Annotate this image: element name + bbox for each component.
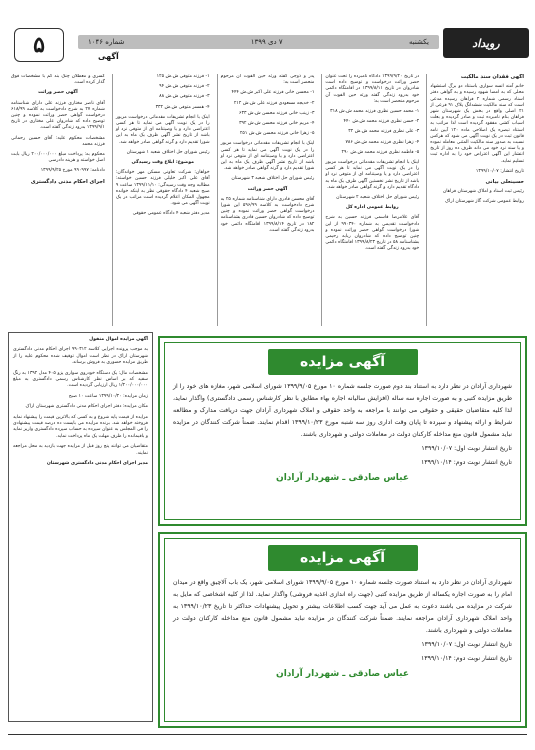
notice-paragraph: رئیس شورای حل اختلاف شعبه ۲ شهرستان	[336, 195, 420, 201]
notice-paragraph: آقای محسن قادری دارای شناسنامه شماره ۲۵ به شرح دادخواست به کلاسه ۵۹۶/۹۹ این شورا درخواست گواهی حصر وراثت نموده و چنین توضیح داده که شادروان حسین قادری بشناسنامه ۱۸۲ در تاریخ ۱۳۹۹/۸/۱۴ اقامتگاه دائمی خود بدرود زندگی گفته است.	[220, 196, 315, 233]
auction-ad-1	[158, 336, 527, 526]
notice-paragraph: روابط عمومی شرکت گاز شهرستان اراک	[445, 199, 524, 205]
notice-paragraph: خانم آمنه انسه سواری باستناد دو برگ استشهاد محلی که به امضا شهود رسیده و به گواهی دفتر اسناد رسمی شماره ۲ فراهان رسیده مدعی است که سند مالکیت ششدانگ پلاک ۹۱ فرعی از ۲۱ اصلی واقع در بخش یک شهرستان شهر فراهان بنام نامبرده ثبت و صادر گردیده و بعلت اسباب کشی مفقود گردیده است لذا مراتب به استناد تبصره یک اصلاحی ماده ۱۲۰ آیین نامه قانون ثبت در یک نوبت آگهی می شود که هرکس نسبت به صدور سند مالکیت المثنی معامله نموده و یا سند نزد خود می داند ظرف ده روز از تاریخ انتشار این آگهی اعتراض خود را به اداره ثبت تسلیم نماید.	[430, 84, 525, 164]
ad-date-second: تاریخ انتشار نوبت دوم: ۱۳۹۹/۱۰/۱۴	[420, 459, 512, 466]
notice-paragraph: اینک با انجام تشریفات مقدماتی درخواست مزبور را در یک نوبت آگهی می نماید تا هر کسی اعتراضی دارد و یا وصیتنامه ای از متوفی نزد او باشد از تاریخ نشر آگهی ظرف یک ماه به این شورا تقدیم دارد و گرنه گواهی صادر خواهد شد.	[115, 114, 210, 145]
notice-paragraph: مدیر اجرای احکام مدنی دادگستری شهرستان	[46, 461, 148, 467]
notice-column	[321, 74, 422, 326]
notice-paragraph: ۴- همسر متوفی ش.ش ۳۳۲	[155, 104, 210, 110]
notice-paragraph: ۲- حسن نظری فرزند محمد ش.ش ۴۴۰	[343, 119, 420, 125]
footer-rule	[8, 734, 527, 735]
notice-paragraph: اینک با انجام تشریفات مقدماتی درخواست مزبور را در یک نوبت آگهی می نماید تا هر کسی اعتراضی دارد و یا وصیتنامه ای از متوفی نزد او باشد از تاریخ نشر نخستین آگهی ظرف یک ماه به دادگاه تقدیم دارد و گرنه گواهی صادر خواهد شد.	[325, 160, 420, 190]
notice-paragraph: زمان مزایده: ۱۳۹۹/۱۰/۲۰ ساعت ۱۰ صبح	[68, 393, 148, 399]
page-header	[6, 28, 529, 64]
notice-paragraph: اینک با انجام تشریفات مقدماتی درخواست مزبور را در یک نوبت آگهی می نماید تا هر کسی اعتراضی دارد و یا وصیتنامه ای از متوفی نزد او باشد از تاریخ نشر آگهی ظرف یک ماه به این شورا تقدیم دارد و گرنه گواهی صادر خواهد شد.	[220, 141, 315, 172]
notice-paragraph: ۵- زهرا خانی فرزند محسن ش.ش ۲۵۱	[239, 131, 315, 137]
notice-paragraph: به موجب پرونده اجرایی کلاسه ۹۹۰۳۱۲ اجرای احکام مدنی دادگستری شهرستان اراک در نظر است اموال توقیف شده محکوم علیه را از طریق مزایده حضوری به فروش برساند.	[13, 347, 148, 366]
notice-columns	[8, 74, 527, 326]
notice-paragraph: مشخصات محکوم علیه: آقای حسین رحمانی فرزند محمد	[11, 135, 105, 147]
notice-paragraph: ۲- فرزند متوفی ش.ش ۹۴	[159, 84, 210, 90]
notice-paragraph: ۴- مریم خانی فرزند محسن ش.ش ۳۹۲	[239, 121, 315, 127]
ad-body: شهرداری آرادان در نظر دارد به استناد بند دوم صورت جلسه شماره ۱۰ مورخ ۱۳۹۹/۹/۰۵ شورای اسلامی شهر، مغازه های خود را از طریق مزایده کتبی و به صورت اجاره سه ساله (افزایش سالیانه اجاره بهاء مطابق با نظر کارشناس رسمی دادگستری) واگذار نماید، لذا کلیه متقاضیان حقیقی و حقوقی می توانند با مراجعه به واحد حقوقی و املاک شهرداری آرادان جهت دریافت مدارک و مطالعه شرایط و ارائه پیشنهاد و سپرده تا پایان وقت اداری روز سه شنبه مورخ ۱۳۹۹/۱۰/۲۳ اقدام نمایند. ضمناً شرکت کنندگان در مزایده نباید مشمول قانون منع مداخله کارکنان دولت در معاملات دولتی و شهرداری باشند.	[173, 383, 513, 438]
notice-paragraph: ۱- محسن خانی فرزند علی اکبر ش.ش ۴۴۴	[231, 90, 315, 96]
notice-paragraph: آگهی حصر وراثت	[38, 90, 78, 96]
notice-paragraph: رئیس شورای حل اختلاف شعبه ۱ شهرستان	[126, 149, 210, 155]
notice-paragraph: آقای ناصر مختاری فرزند علی دارای شناسنامه شماره ۲۷ به شرح دادخواست به کلاسه ۶۱۸/۹۹ درخواست گواهی حصر وراثت نموده و چنین توضیح داده که شادروان علی مختاری در تاریخ ۱۳۹۹/۹/۱ بدرود زندگی گفته است.	[11, 100, 105, 131]
notice-paragraph: آگهی حصر وراثت	[247, 186, 288, 192]
page-number: ۵	[14, 28, 64, 62]
notice-paragraph: مکان مزایده: دفتر اجرای احکام مدنی دادگستری شهرستان اراک	[25, 404, 148, 410]
notice-paragraph: ۱- محمد حسین نظری فرزند محمد ش.ش ۳۱۸	[330, 109, 420, 115]
issue-day: یکشنبه	[408, 38, 429, 46]
notice-paragraph: روابط عمومی اداره کل	[345, 205, 399, 211]
issue-date: ۷ دی ۱۳۹۹	[250, 38, 283, 46]
notice-paragraph: در تاریخ ۱۳۹۹/۹/۲۰ دادگاه نامبرده را تحت عنوان حصر وراثت درخواست و توضیح داده است شادروان در تاریخ ۱۳۹۹/۸/۱۱ در اقامتگاه دائمی خود بدرود زندگی گفته ورثه حین الفوت آن مرحوم منحصر است به:	[325, 74, 420, 104]
notice-paragraph: پدر و ذوجی گفته ورثه حین الفوت آن مرحوم منحصر است به:	[220, 74, 315, 86]
notice-paragraph: ۱- فرزند متوفی ش.ش ۱۲۵	[156, 74, 210, 79]
notice-paragraph: مدیر دفتر شعبه ۴ دادگاه عمومی حقوقی	[132, 211, 210, 217]
notice-paragraph: موضوع: ابلاغ وقت رسیدگی	[131, 160, 194, 166]
notice-paragraph: ۳- فرزند متوفی ش.ش ۸۸	[159, 94, 210, 100]
ad-title: آگهی مزایده	[268, 545, 418, 571]
notice-paragraph: ۴- زهرا نظری فرزند محمد ش.ش ۷۸۶	[345, 139, 420, 145]
ad-date-second: تاریخ انتشار نوبت دوم: ۱۳۹۹/۱۰/۱۴	[420, 655, 512, 662]
header-strip	[78, 35, 439, 49]
notice-column	[112, 74, 213, 326]
notice-paragraph: ۲- خدیجه مسعودی فرزند علی ش.ش ۲۱۲	[233, 100, 315, 106]
notice-paragraph: محکوم به: پرداخت مبلغ ۲۰۰/۰۰۰/۰۰۰ ریال بابت اصل خواسته و هزینه دادرسی	[11, 152, 105, 164]
notice-paragraph: کسری و معطلان چنگ بند کم با مشخصات فوق گذار کرده است.	[11, 74, 105, 86]
issue-number: شماره ۱۰۴۶	[88, 38, 125, 46]
notice-paragraph: رئیس شورای حل اختلاف شعبه ۳ شهرستان	[231, 176, 315, 182]
notice-paragraph: آگهی مزایده اموال منقول	[89, 337, 148, 342]
ad-signature: عباس صادقی ـ شهردار آرادان	[276, 669, 409, 679]
notice-paragraph: متقاضیان می توانند پنج روز قبل از مزایده جهت بازدید به محل مراجعه نمایند.	[13, 444, 148, 456]
ad-body: شهرداری آرادان در نظر دارد به استناد صورت جلسه شماره ۱۰ مورخ ۱۳۹۹/۹/۰۵ شورای اسلامی شهر، یک باب آلاچیق واقع در میدان امام را به صورت اجاره یکساله از طریق مزایده کتبی (جهت راه اندازی اغذیه فروشی) واگذار نماید. لذا از کلیه اشخاصی که مایل به شرکت در مزایده می باشند دعوت به عمل می آید جهت کسب اطلاعات بیشتر و تحویل پیشنهادات حداکثر تا تاریخ ۱۳۹۹/۱۰/۲۳ به واحد املاک شهرداری آرادان مراجعه نمایند. ضمناً شرکت کنندگان در مزایده نباید مشمول قانون منع مداخله کارکنان دولت در معاملات دولتی و شهرداری باشند.	[173, 579, 512, 634]
auction-ad-2	[158, 532, 527, 728]
notice-paragraph: دادنامه: ۹۹۰۹۹۷ مورخ ۱۳۹۹/۹/۲۵	[40, 168, 105, 174]
ad-date-first: تاریخ انتشار نوبت اول: ۱۳۹۹/۱۰/۰۷	[421, 641, 512, 648]
notice-paragraph: مزایده از قیمت پایه شروع و به کسی که بالاترین قیمت را پیشنهاد نماید فروخته خواهد شد. برنده مزایده می بایست ده درصد قیمت پیشنهادی را فی المجلس به عنوان سپرده به حساب سپرده دادگستری واریز نماید و باقیمانده را ظرف مهلت یک ماه پرداخت نماید.	[13, 414, 148, 439]
section-label: آگهی	[98, 52, 119, 61]
notice-paragraph: تاریخ انتشار: ۱۳۹۹/۱۰/۰۷	[475, 168, 524, 174]
notice-column	[8, 74, 108, 326]
ad-date-first: تاریخ انتشار نوبت اول: ۱۳۹۹/۱۰/۰۷	[421, 445, 512, 452]
notice-paragraph: مشخصات مال: یک دستگاه خودروی سواری پژو ۴۰۵ مدل ۱۳۹۲ به رنگ سفید که بر اساس نظر کارشناس رسمی دادگستری به مبلغ ۱/۲۰۰/۰۰۰/۰۰۰ ریال ارزیابی گردیده است.	[13, 370, 148, 389]
notice-paragraph: رئیس ثبت اسناد و املاک شهرستان فراهان	[442, 189, 524, 195]
ad-title: آگهی مزایده	[268, 349, 418, 375]
notice-paragraph: حسینعلی بیانی	[485, 179, 524, 186]
newspaper-logo: رویداد	[443, 28, 529, 58]
notice-paragraph: اجرای احکام مدنی دادگستری	[30, 178, 105, 185]
notice-paragraph: آگهی فقدان سند مالکیت	[460, 74, 524, 80]
notice-paragraph: ۳- زینب خانی فرزند محسن ش.ش ۶۳۳	[239, 110, 315, 116]
notice-paragraph: ۵- فاطمه نظری فرزند محمد ش.ش ۲۹۰	[341, 149, 420, 155]
notice-column	[217, 74, 318, 326]
ad-signature: عباس صادقی ـ شهردار آرادان	[276, 473, 409, 483]
notice-column	[426, 74, 527, 326]
notice-paragraph: آقای غلامرضا قاسمی فرزند حسین به شرح دادخواست تقدیمی به شماره ۹۹۰۳۴۰ از این شورا درخواست گواهی حصر وراثت نموده و چنین توضیح داده که شادروان ربابه رحیمی بشناسنامه ۵۸ در تاریخ ۱۳۹۹/۸/۲۳ اقامتگاه دائمی خود بدرود زندگی گفته است.	[325, 215, 420, 252]
left-notice-column	[8, 332, 153, 722]
notice-paragraph: خواهان: شرکت تعاونی مسکن مهر خواندگان: آقای علی اکبر خلیلی فرزند حسین خواسته: مطالبه وجه وقت رسیدگی: ۱۳۹۹/۱۱/۱۰ ساعت ۹ صبح شعبه ۴ دادگاه حقوقی نظر به اینکه خوانده مجهول المکان اعلام گردیده است مراتب در یک نوبت آگهی می شود.	[115, 170, 210, 207]
notice-paragraph: ۳- علی نظری فرزند محمد ش.ش ۳۲	[348, 129, 420, 135]
